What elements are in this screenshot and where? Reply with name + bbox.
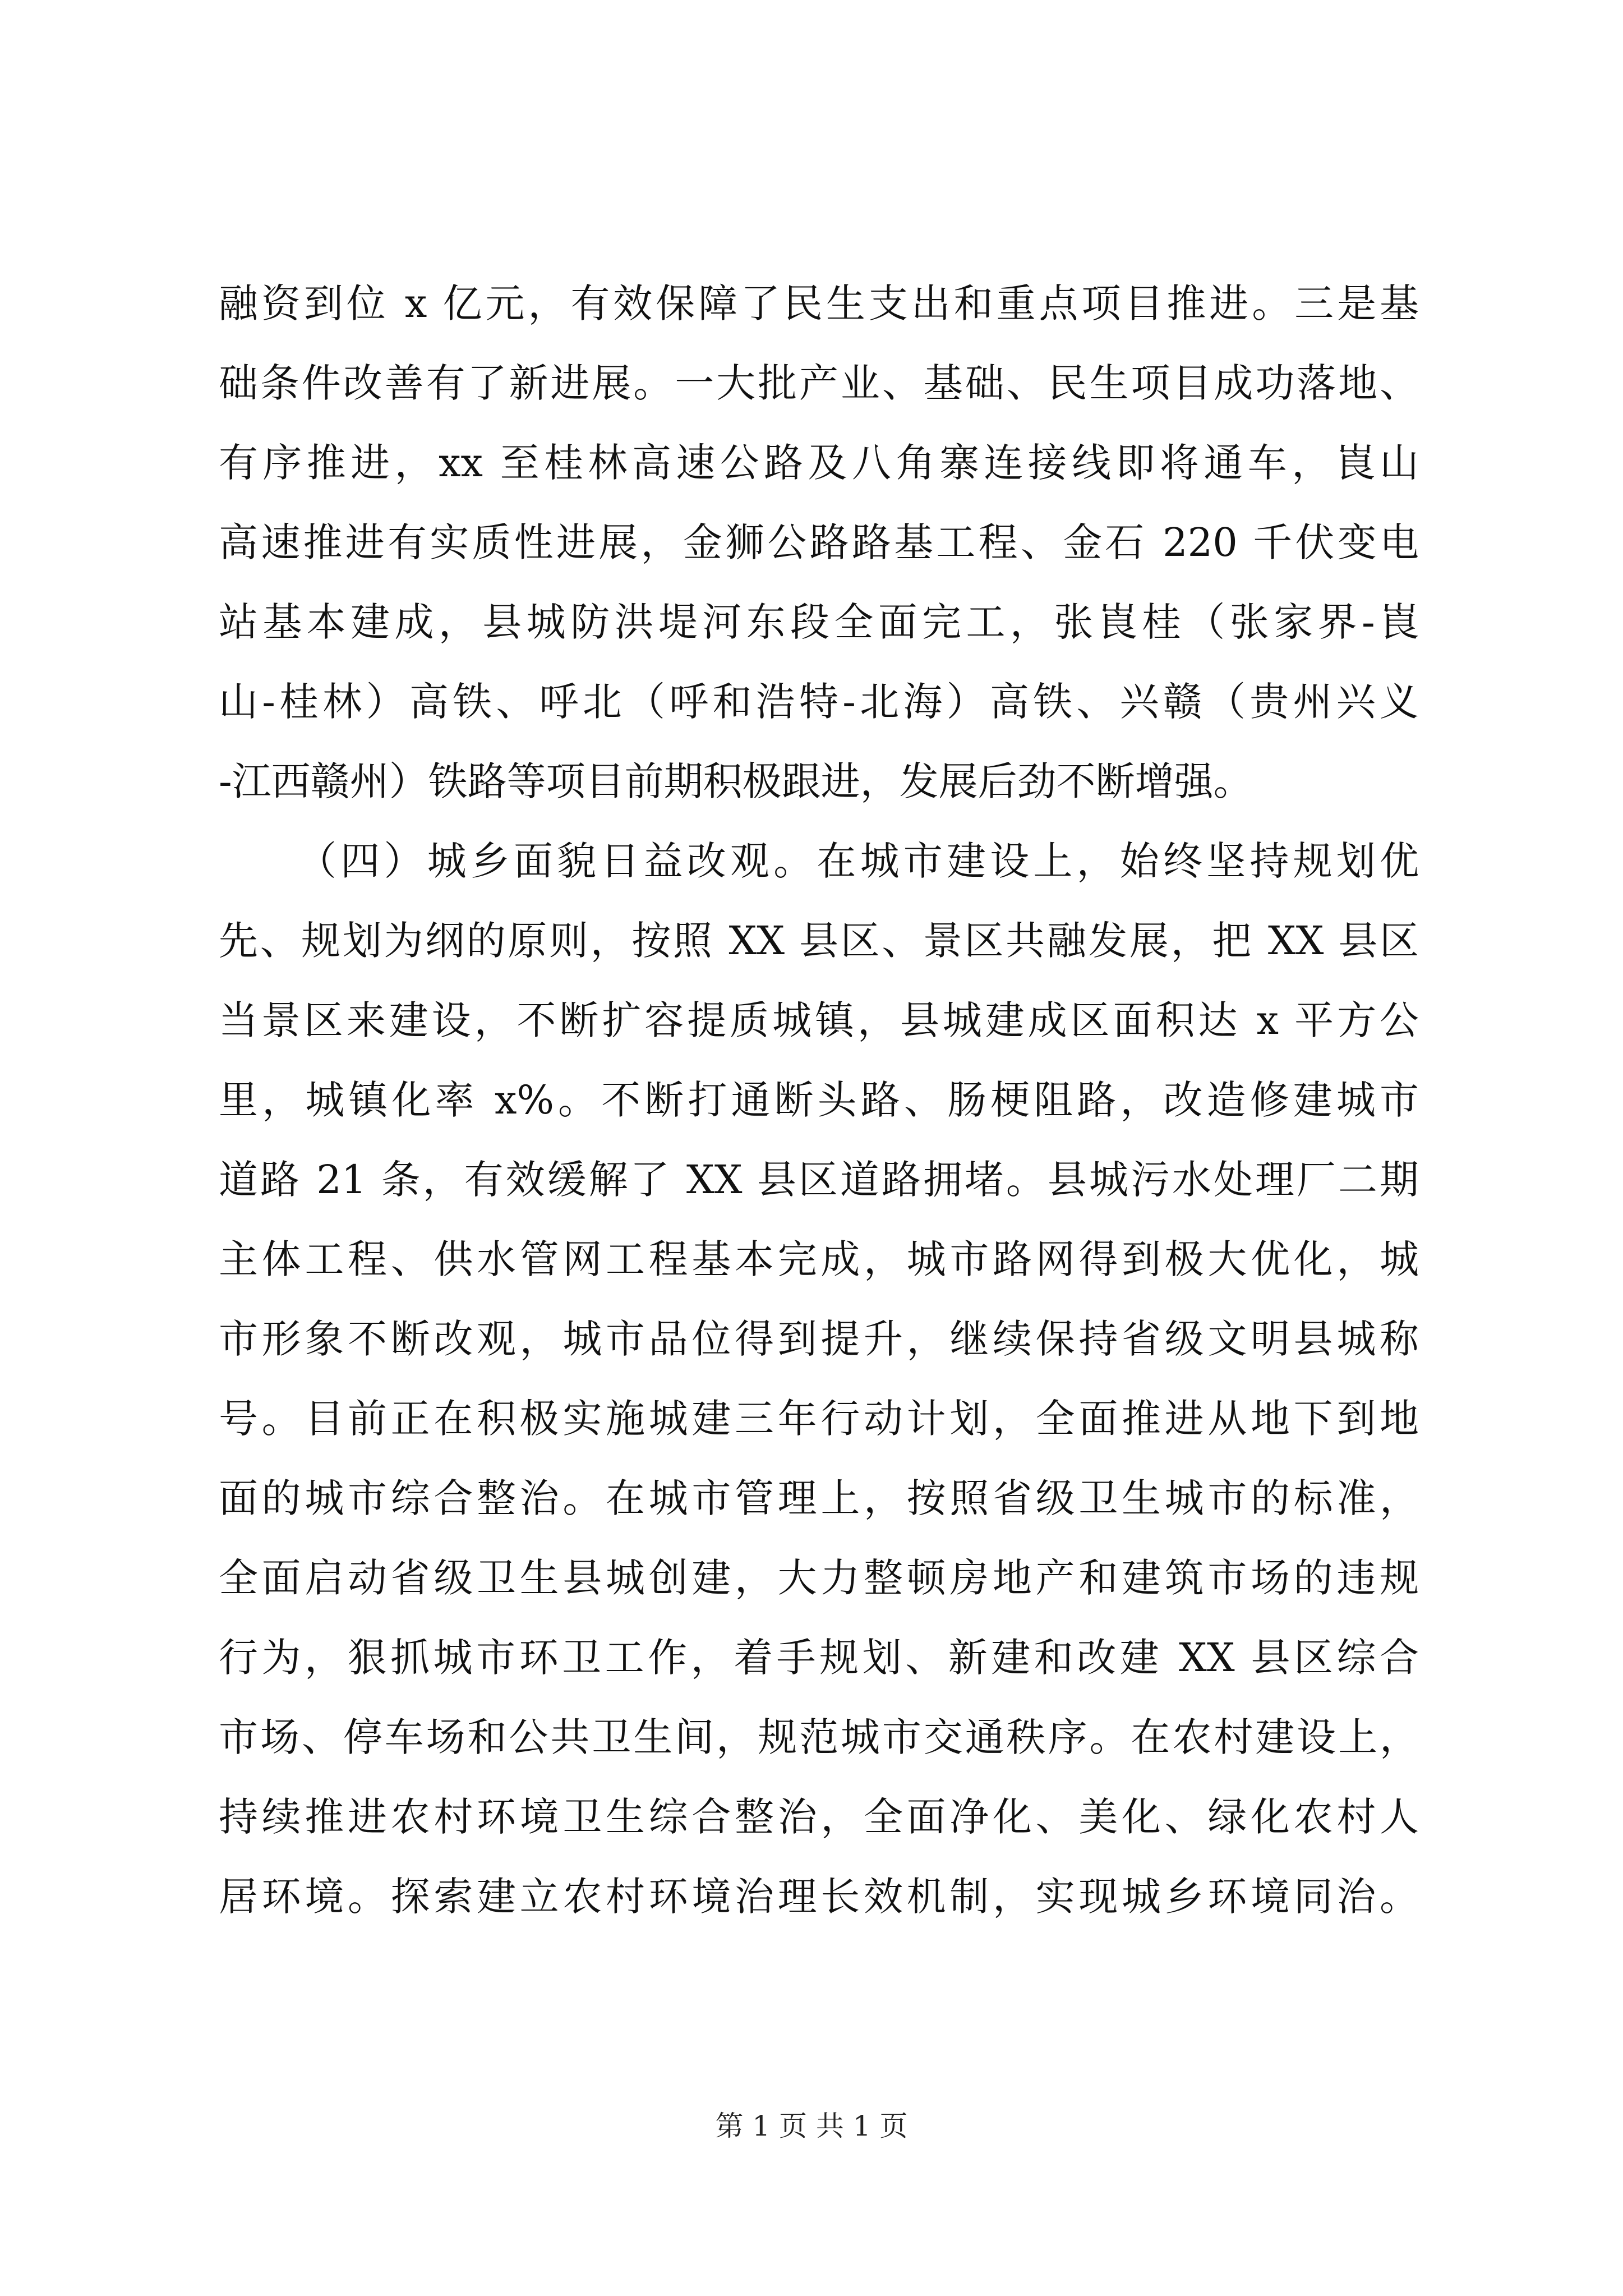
text-line: 全面启动省级卫生县城创建，大力整顿房地产和建筑市场的违规 — [219, 1555, 1419, 1601]
page-footer: 第 1 页 共 1 页 — [715, 2110, 908, 2142]
text-line: 居环境。探索建立农村环境治理长效机制，实现城乡环境同治。 — [219, 1874, 1419, 1920]
text-line: 站基本建成，县城防洪堤河东段全面完工，张崀桂（张家界-崀 — [219, 599, 1419, 645]
text-line: 高速推进有实质性进展，金狮公路路基工程、金石 220 千伏变电 — [219, 519, 1419, 565]
text-line: 面的城市综合整治。在城市管理上，按照省级卫生城市的标准， — [219, 1475, 1419, 1521]
text-line: -江西赣州）铁路等项目前期积极跟进，发展后劲不断增强。 — [219, 758, 1253, 804]
text-line: 主体工程、供水管网工程基本完成，城市路网得到极大优化，城 — [219, 1236, 1419, 1282]
text-line: 号。目前正在积极实施城建三年行动计划，全面推进从地下到地 — [219, 1396, 1419, 1442]
text-line: 融资到位 x 亿元，有效保障了民生支出和重点项目推进。三是基 — [219, 280, 1419, 326]
text-line: 先、规划为纲的原则，按照 XX 县区、景区共融发展，把 XX 县区 — [219, 918, 1419, 964]
text-line: 行为，狠抓城市环卫工作，着手规划、新建和改建 XX 县区综合 — [219, 1635, 1419, 1681]
text-line: （四）城乡面貌日益改观。在城市建设上，始终坚持规划优 — [297, 838, 1419, 884]
text-line: 持续推进农村环境卫生综合整治，全面净化、美化、绿化农村人 — [219, 1794, 1419, 1840]
text-line: 有序推进，xx 至桂林高速公路及八角寨连接线即将通车，崀山 — [219, 440, 1419, 486]
text-line: 当景区来建设，不断扩容提质城镇，县城建成区面积达 x 平方公 — [219, 997, 1419, 1043]
text-line: 市形象不断改观，城市品位得到提升，继续保持省级文明县城称 — [219, 1316, 1419, 1362]
text-line: 山-桂林）高铁、呼北（呼和浩特-北海）高铁、兴赣（贵州兴义 — [219, 679, 1419, 725]
body-text — [219, 264, 1419, 1936]
text-line: 市场、停车场和公共卫生间，规范城市交通秩序。在农村建设上， — [219, 1714, 1419, 1760]
text-line: 道路 21 条，有效缓解了 XX 县区道路拥堵。县城污水处理厂二期 — [219, 1157, 1419, 1203]
text-line: 里，城镇化率 x%。不断打通断头路、肠梗阻路，改造修建城市 — [219, 1077, 1419, 1123]
text-line: 础条件改善有了新进展。一大批产业、基础、民生项目成功落地、 — [219, 360, 1419, 406]
